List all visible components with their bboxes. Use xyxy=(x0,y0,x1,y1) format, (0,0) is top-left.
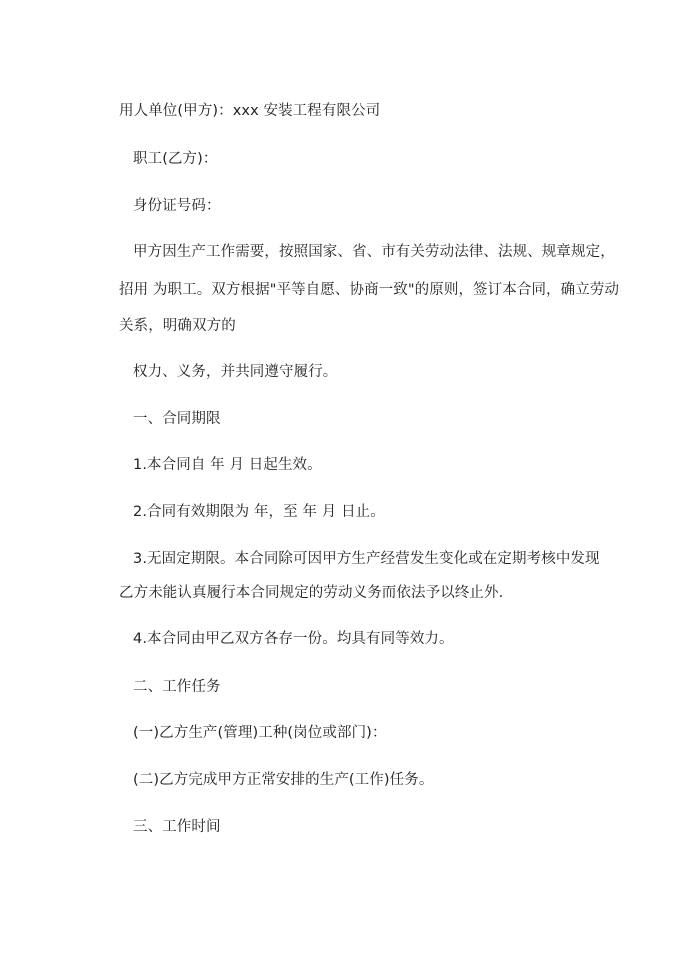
section-3-title: 三、工作时间 xyxy=(133,819,221,835)
section-2-item-1: (一)乙方生产(管理)工种(岗位或部门)： xyxy=(133,725,387,741)
section-1-item-2: 2.合同有效期限为 年，至 年 月 日止。 xyxy=(133,504,385,520)
section-1-item-4: 4.本合同由甲乙双方各存一份。均具有同等效力。 xyxy=(133,631,454,647)
intro-line-2: 招用 为职工。双方根据"平等自愿、协商一致"的原则，签订本合同，确立劳动 xyxy=(119,282,620,298)
employer-line: 用人单位(甲方)：xxx 安装工程有限公司 xyxy=(119,103,381,119)
section-2-item-2: (二)乙方完成甲方正常安排的生产(工作)任务。 xyxy=(133,772,434,788)
employee-line: 职工(乙方)： xyxy=(133,151,218,167)
section-2-title: 二、工作任务 xyxy=(133,679,221,695)
section-1-item-3-line-2: 乙方未能认真履行本合同规定的劳动义务而依法予以终止外. xyxy=(119,585,504,601)
section-1-title: 一、合同期限 xyxy=(133,411,221,427)
section-1-item-3-line-1: 3.无固定期限。本合同除可因甲方生产经营发生变化或在定期考核中发现 xyxy=(133,551,600,567)
intro-line-3: 关系，明确双方的 xyxy=(119,318,236,334)
id-number-line: 身份证号码： xyxy=(133,198,221,214)
section-1-item-1: 1.本合同自 年 月 日起生效。 xyxy=(133,457,322,473)
intro-line-1: 甲方因生产工作需要，按照国家、省、市有关劳动法律、法规、规章规定， xyxy=(133,244,615,260)
rights-line: 权力、义务，并共同遵守履行。 xyxy=(133,364,338,380)
